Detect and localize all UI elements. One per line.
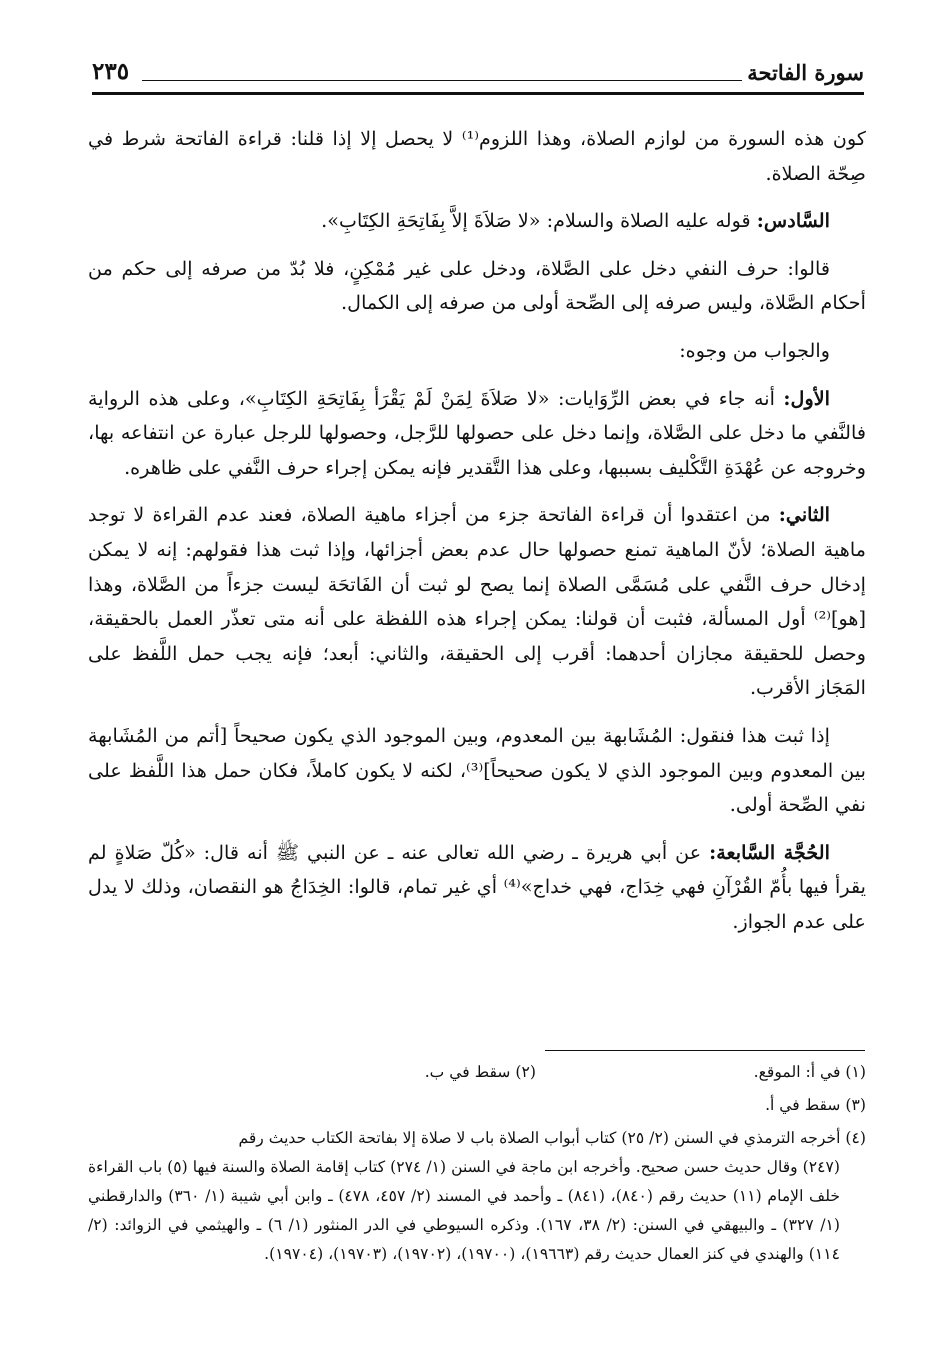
paragraph: كون هذه السورة من لوازم الصلاة، وهذا اللزوم⁽¹⁾ لا يحصل إلا إذا قلنا: قراءة الفاتحة شرط في صِحّة الصلاة. <box>88 127 866 185</box>
footnote-3: (٣) سقط في أ. <box>765 1096 866 1114</box>
footnote-4: (٤) أخرجه الترمذي في السنن (٢/ ٢٥) كتاب أبواب الصلاة باب لا صلاة إلا بفاتحة الكتاب حديث رقم (٢٤٧) وقال حديث حسن صحيح. وأخرجه ابن ماجة في السنن (١/ ٢٧٤) كتاب إقامة الصلاة والسنة فيها (٥) باب القراءة خلف الإمام (١١) حديث رقم (٨٤٠)، (٨٤١) ـ وأحمد في المسند (٢/ ٤٥٧، ٤٧٨) ـ وابن أبي شيبة (١/ ٣٦٠) والدارقطني (١/ ٣٢٧) ـ والبيهقي في السنن: (٢/ ٣٨، ١٦٧). وذكره السيوطي في الدر المنثور (١/ ٦) ـ والهيثمي في الزوائد: (٢/ ١١٤) والهندي في كنز العمال حديث رقم (١٩٦٦٣)، (١٩٧٠٠)، (١٩٧٠٢)، (١٩٧٠٣)، (١٩٧٠٤). <box>88 1129 866 1263</box>
footnote-1: (١) في أ: الموقع. <box>753 1063 866 1081</box>
section-lead: الحُجَّة السَّابعة: <box>709 840 830 864</box>
footnote-2: (٢) سقط في ب. <box>424 1063 536 1081</box>
header-underline <box>142 80 742 81</box>
paragraph: قالوا: حرف النفي دخل على الصَّلاة، ودخل على غير مُمْكِنٍ، فلا بُدّ من صرفه إلى حكم من أحكام الصَّلاة، وليس صرفه إلى الصِّحة أولى من صرفه إلى الكمال. <box>88 256 866 315</box>
paragraph: والجواب من وجوه: <box>679 338 830 362</box>
paragraph: إذا ثبت هذا فنقول: المُشَابهة بين المعدوم، وبين الموجود الذي يكون صحيحاً [أتم من المُشَابهة بين المعدوم وبين الموجود الذي لا يكون صحيحاً]⁽³⁾، لكنه لا يكون كاملاً، فكان حمل هذا اللَّفظ على نفي الصِّحة أولى. <box>88 723 866 817</box>
footnote-row <box>88 1058 866 1087</box>
paragraph: الثاني: من اعتقدوا أن قراءة الفاتحة جزء من أجزاء ماهية الصلاة، فعند عدم القراءة لا توجد ماهية الصلاة؛ لأنّ الماهية تمنع حصولها حال عدم بعض أجزائها، وإذا ثبت هذا فقولهم: إنه لا يمكن إدخال حرف النَّفي على مُسَمَّى الصلاة إنما يصح لو ثبت أن الفَاتحَة ليست جزءاً من الصَّلاة، وهذا [هو]⁽²⁾ أول المسألة، فثبت أن قولنا: يمكن إجراء هذه اللفظة على أنه متى تعذّر العمل بالحقيقة، وحصل للحقيقة مجازان أحدهما: أقرب إلى الحقيقة، والثاني: أبعد؛ فإنه يجب حمل اللَّفظ على المَجَاز الأقرب. <box>88 503 866 700</box>
footnote-separator <box>545 1050 865 1051</box>
running-title: سورة الفاتحة <box>747 60 864 85</box>
paragraph: الأول: أنه جاء في بعض الرِّوَايات: «لا صَلاَةَ لِمَنْ لَمْ يَقْرَأ بِفَاتِحَةِ الكِتَابِ»، وعلى هذه الرواية فالنَّفي ما دخل على الصَّلاة، وإنما دخل على حصولها للرَّجل، وحصولها للرجل عبارة عن انتفاعه بها، وخروجه عن عُهْدَةِ التَّكْليف بسببها، وعلى هذا التَّقدير فإنه يمكن إجراء حرف النَّفي على ظاهره. <box>88 386 866 479</box>
footnotes <box>88 1058 866 1269</box>
main-text <box>88 122 866 952</box>
page-number: ٢٣٥ <box>92 58 130 85</box>
section-lead: الأول: <box>783 386 830 410</box>
section-lead: الثاني: <box>778 503 830 527</box>
section-lead: السَّادس: <box>756 209 830 233</box>
footnote-row <box>88 1091 866 1120</box>
paragraph: السَّادس: قوله عليه الصلاة والسلام: «لا صَلاَةَ إلاَّ بِفَاتِحَةِ الكِتَابِ». <box>321 209 830 233</box>
page-header <box>92 58 864 90</box>
header-rule <box>92 92 864 95</box>
paragraph: الحُجَّة السَّابعة: عن أبي هريرة ـ رضي الله تعالى عنه ـ عن النبي ﷺ أنه قال: «كُلّ صَلاةٍ لم يقرأ فيها بأُمّ القُرْآنِ فهي خِدَاج، فهي خداج»⁽⁴⁾ أي غير تمام، قالوا: الخِدَاجُ هو النقصان، وذلك لا يدل على عدم الجواز. <box>88 840 866 933</box>
